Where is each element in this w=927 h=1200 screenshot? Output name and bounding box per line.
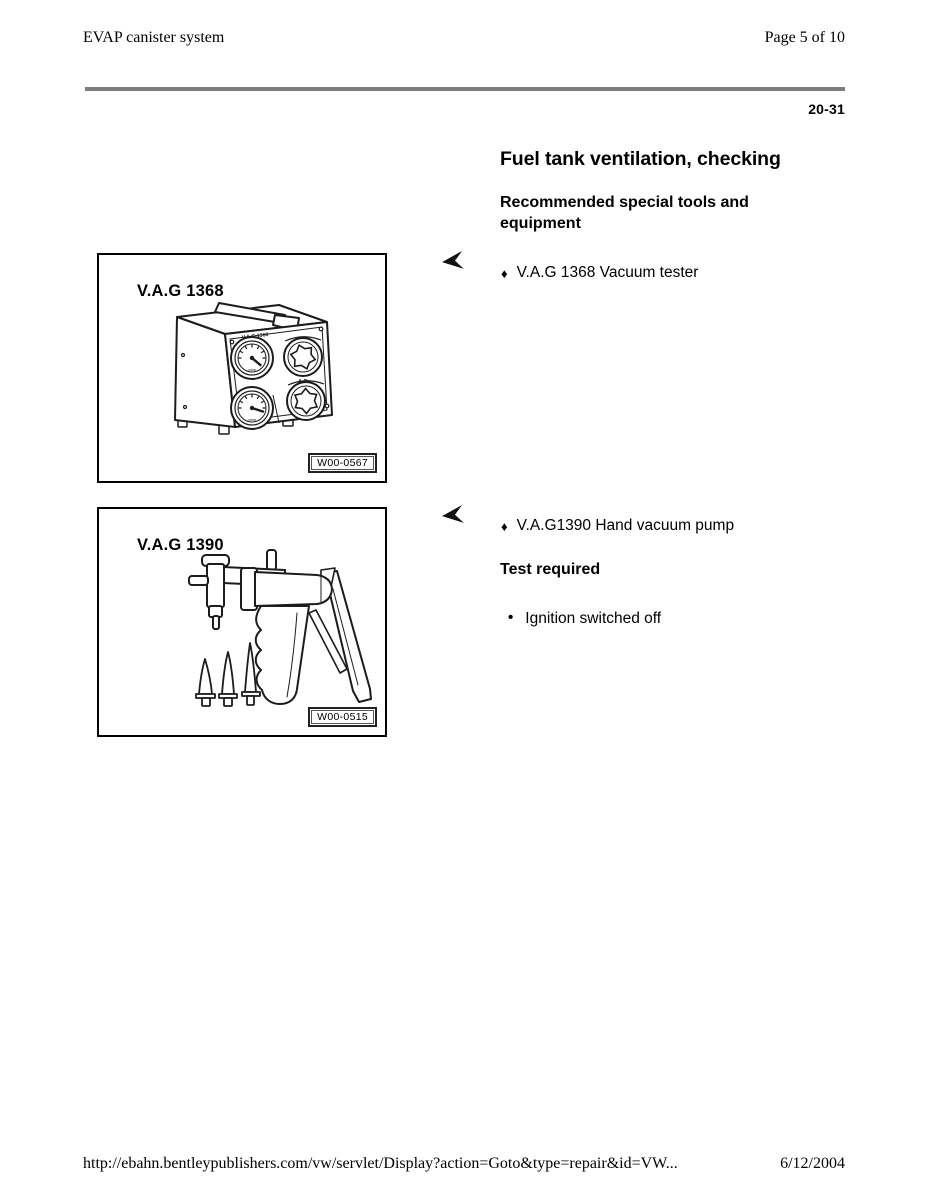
figure-ref-box (308, 707, 377, 727)
figure-box-vag1368 (97, 253, 387, 483)
footer-date: 6/12/2004 (780, 1155, 845, 1172)
header-document-title: EVAP canister system (83, 29, 225, 46)
figure-caption: V.A.G 1368 (137, 282, 224, 300)
subsection-title: Recommended special tools and equipment (500, 194, 749, 232)
pointer-left-icon (441, 251, 465, 271)
tool-item-label: V.A.G1390 Hand vacuum pump (516, 517, 735, 534)
gauge-unit-label: mbar (247, 418, 257, 422)
footer-url: http://ebahn.bentleypublishers.com/vw/servlet/Display?action=Goto&type=repair&id=VW... (83, 1155, 678, 1172)
figure-ref-box (308, 453, 377, 473)
pointer-left-icon (441, 505, 465, 525)
test-required-heading: Test required (500, 561, 601, 578)
tool-item-vag1368 (501, 263, 698, 283)
header-page-indicator: Page 5 of 10 (764, 29, 845, 46)
knob-ab-label: A-B (298, 379, 308, 385)
section-page-code: 20-31 (808, 101, 845, 117)
test-item-label: Ignition switched off (525, 610, 662, 627)
dot-bullet: • (508, 609, 514, 626)
figure-box-vag1390 (97, 507, 387, 737)
test-item-ignition (508, 609, 661, 628)
panel-model-label: V.A.G 1368 (241, 332, 269, 341)
figure-ref-code: W00-0515 (311, 710, 374, 724)
diamond-bullet: ♦ (501, 519, 508, 534)
figure-ref-code: W00-0567 (311, 456, 374, 470)
gauge-unit-label: mbar (247, 368, 257, 372)
figure-caption: V.A.G 1390 (137, 536, 224, 554)
page-title: Fuel tank ventilation, checking (500, 148, 781, 170)
tool-item-vag1390 (501, 516, 734, 536)
header-divider (85, 87, 845, 91)
diamond-bullet: ♦ (501, 266, 508, 281)
tool-item-label: V.A.G 1368 Vacuum tester (516, 264, 699, 281)
